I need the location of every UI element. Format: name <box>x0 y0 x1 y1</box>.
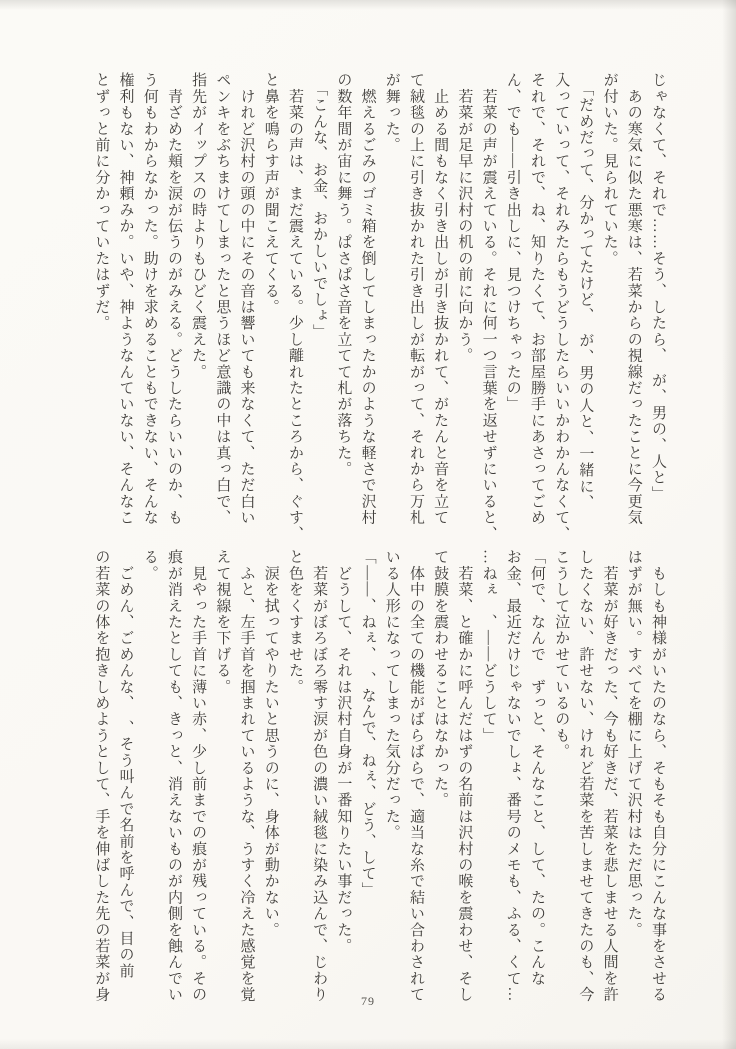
text-line: はずが無い。すべてを棚に上げて沢村はただ思った。 <box>625 549 642 938</box>
page-number: 79 <box>361 994 375 1008</box>
text-line: どうして、それは沢村自身が一番知りたい事だった。 <box>335 549 352 954</box>
text-line: 若菜がぼろぼろ零す涙が色の濃い絨毯に染み込んで、じわり <box>311 549 328 1003</box>
text-line: 痕が消えたとしても、きっと、消えないものが内側を蝕んでい <box>165 549 182 1003</box>
text-line: したくない、許せない、けれど若菜を苦しませてきたのも、今 <box>577 549 594 1003</box>
text-line: の数年間が宙に舞う。ぱさぱさ音を立てて札が落ちた。 <box>335 72 352 477</box>
text-block-top <box>89 72 670 550</box>
text-line: 「こんな、お金、おかしいでしょ」 <box>311 72 328 340</box>
text-line: 若菜の声は、まだ震えている。少し離れたところから、ぐす、 <box>286 72 303 542</box>
text-line: いる人形になってしまった気分だった。 <box>383 549 400 841</box>
text-line: て絨毯の上に引き抜かれた引き出しが転がって、それから万札 <box>407 72 424 526</box>
text-line: 涙を拭ってやりたいと思うのに、身体が動かない。 <box>262 549 279 938</box>
text-line: こうして泣かせているのも。 <box>553 549 570 760</box>
text-line: えて視線を下げる。 <box>214 549 231 695</box>
text-line: …ねぇ 、――どうして」 <box>480 549 497 744</box>
text-line: 燃えるごみのゴミ箱を倒してしまったかのような軽さで沢村 <box>359 72 376 526</box>
text-line: 権利もない、神頼みか。いや、神ようなんていない、そんなこ <box>117 72 134 526</box>
text-line: 体中の全ての機能がばらばらで、適当な糸で結い合わされて <box>407 549 424 1003</box>
text-line: それで、それで、ね、知りたくて、お部屋勝手にあさってごめ <box>528 72 545 526</box>
text-line: る。 <box>141 549 158 582</box>
text-line: が付いた。見られていた。 <box>601 72 618 267</box>
text-line: 若菜が足早に沢村の机の前に向かう。 <box>456 72 473 364</box>
text-line: と色をくすませた。 <box>286 549 303 695</box>
text-line: 「何で、なんで ずっと、そんなこと、して、たの。こんな <box>528 549 545 987</box>
text-line: けれど沢村の頭の中にその音は響いても来なくて、ただ白い <box>238 72 255 526</box>
text-line: 青ざめた頬を涙が伝うのがみえる。どうしたらいいのか、も <box>165 72 182 526</box>
text-line: 「――、ねぇ、 、なんで、ねぇ、どう、して」 <box>359 549 376 898</box>
text-line: ん、でも――引き出しに、見つけちゃったの」 <box>504 72 521 413</box>
text-line: て鼓膜を震わせることはなかった。 <box>432 549 449 809</box>
text-line: ごめん、ごめんな、 、そう叫んで名前を呼んで、目の前 <box>117 549 134 979</box>
text-line: 指先がイップスの時よりもひどく震えた。 <box>190 72 207 380</box>
text-line: 「だめだって、分かってたけど、 が、男の人と、一緒に、 <box>577 72 594 511</box>
text-line: 入っていって、それみたらもうどうしたらいいかわかんなくて、 <box>553 72 570 542</box>
text-line: 若菜、と確かに呼んだはずの名前は沢村の喉を震わせ、そし <box>456 549 473 1003</box>
text-line: と鼻を鳴らす声が聞こえてくる。 <box>262 72 279 315</box>
text-line: あの寒気に似た悪寒は、若菜からの視線だったことに今更気 <box>625 72 642 526</box>
text-block-bottom <box>89 549 670 1005</box>
text-line: が舞った。 <box>383 72 400 153</box>
text-line: ふと、左手首を掴まれているような、うすく冷えた感覚を覚 <box>238 549 255 1003</box>
text-line: 若菜の声が震えている。それに何一つ言葉を返せずにいると、 <box>480 72 497 542</box>
text-line: 若菜が好きだった、今も好きだ、若菜を悲しませる人間を許 <box>601 549 618 1003</box>
text-line: の若菜の体を抱きしめようとして、手を伸ばした先の若菜が身 <box>93 549 110 1003</box>
text-line: もしも神様がいたのなら、そもそも自分にこんな事をさせる <box>650 549 666 1003</box>
text-line: う何もわからなかった。助けを求めることもできない、そんな <box>141 72 158 526</box>
text-line: とずっと前に分かっていたはずだ。 <box>93 72 110 332</box>
text-line: 見やった手首に薄い赤、少し前までの痕が残っている。その <box>190 549 207 1003</box>
text-line: 止める間もなく引き出しが引き抜かれて、がたんと音を立て <box>432 72 449 526</box>
text-line: お金、最近だけじゃないでしょ、番号のメモも、ふる、くて… <box>504 549 521 1003</box>
text-line: じゃなくて、それで……そう、したら、 が、男の、人と」 <box>650 72 666 502</box>
text-line: ペンキをぶちまけてしまったと思うほど意識の中は真っ白で、 <box>214 72 231 526</box>
